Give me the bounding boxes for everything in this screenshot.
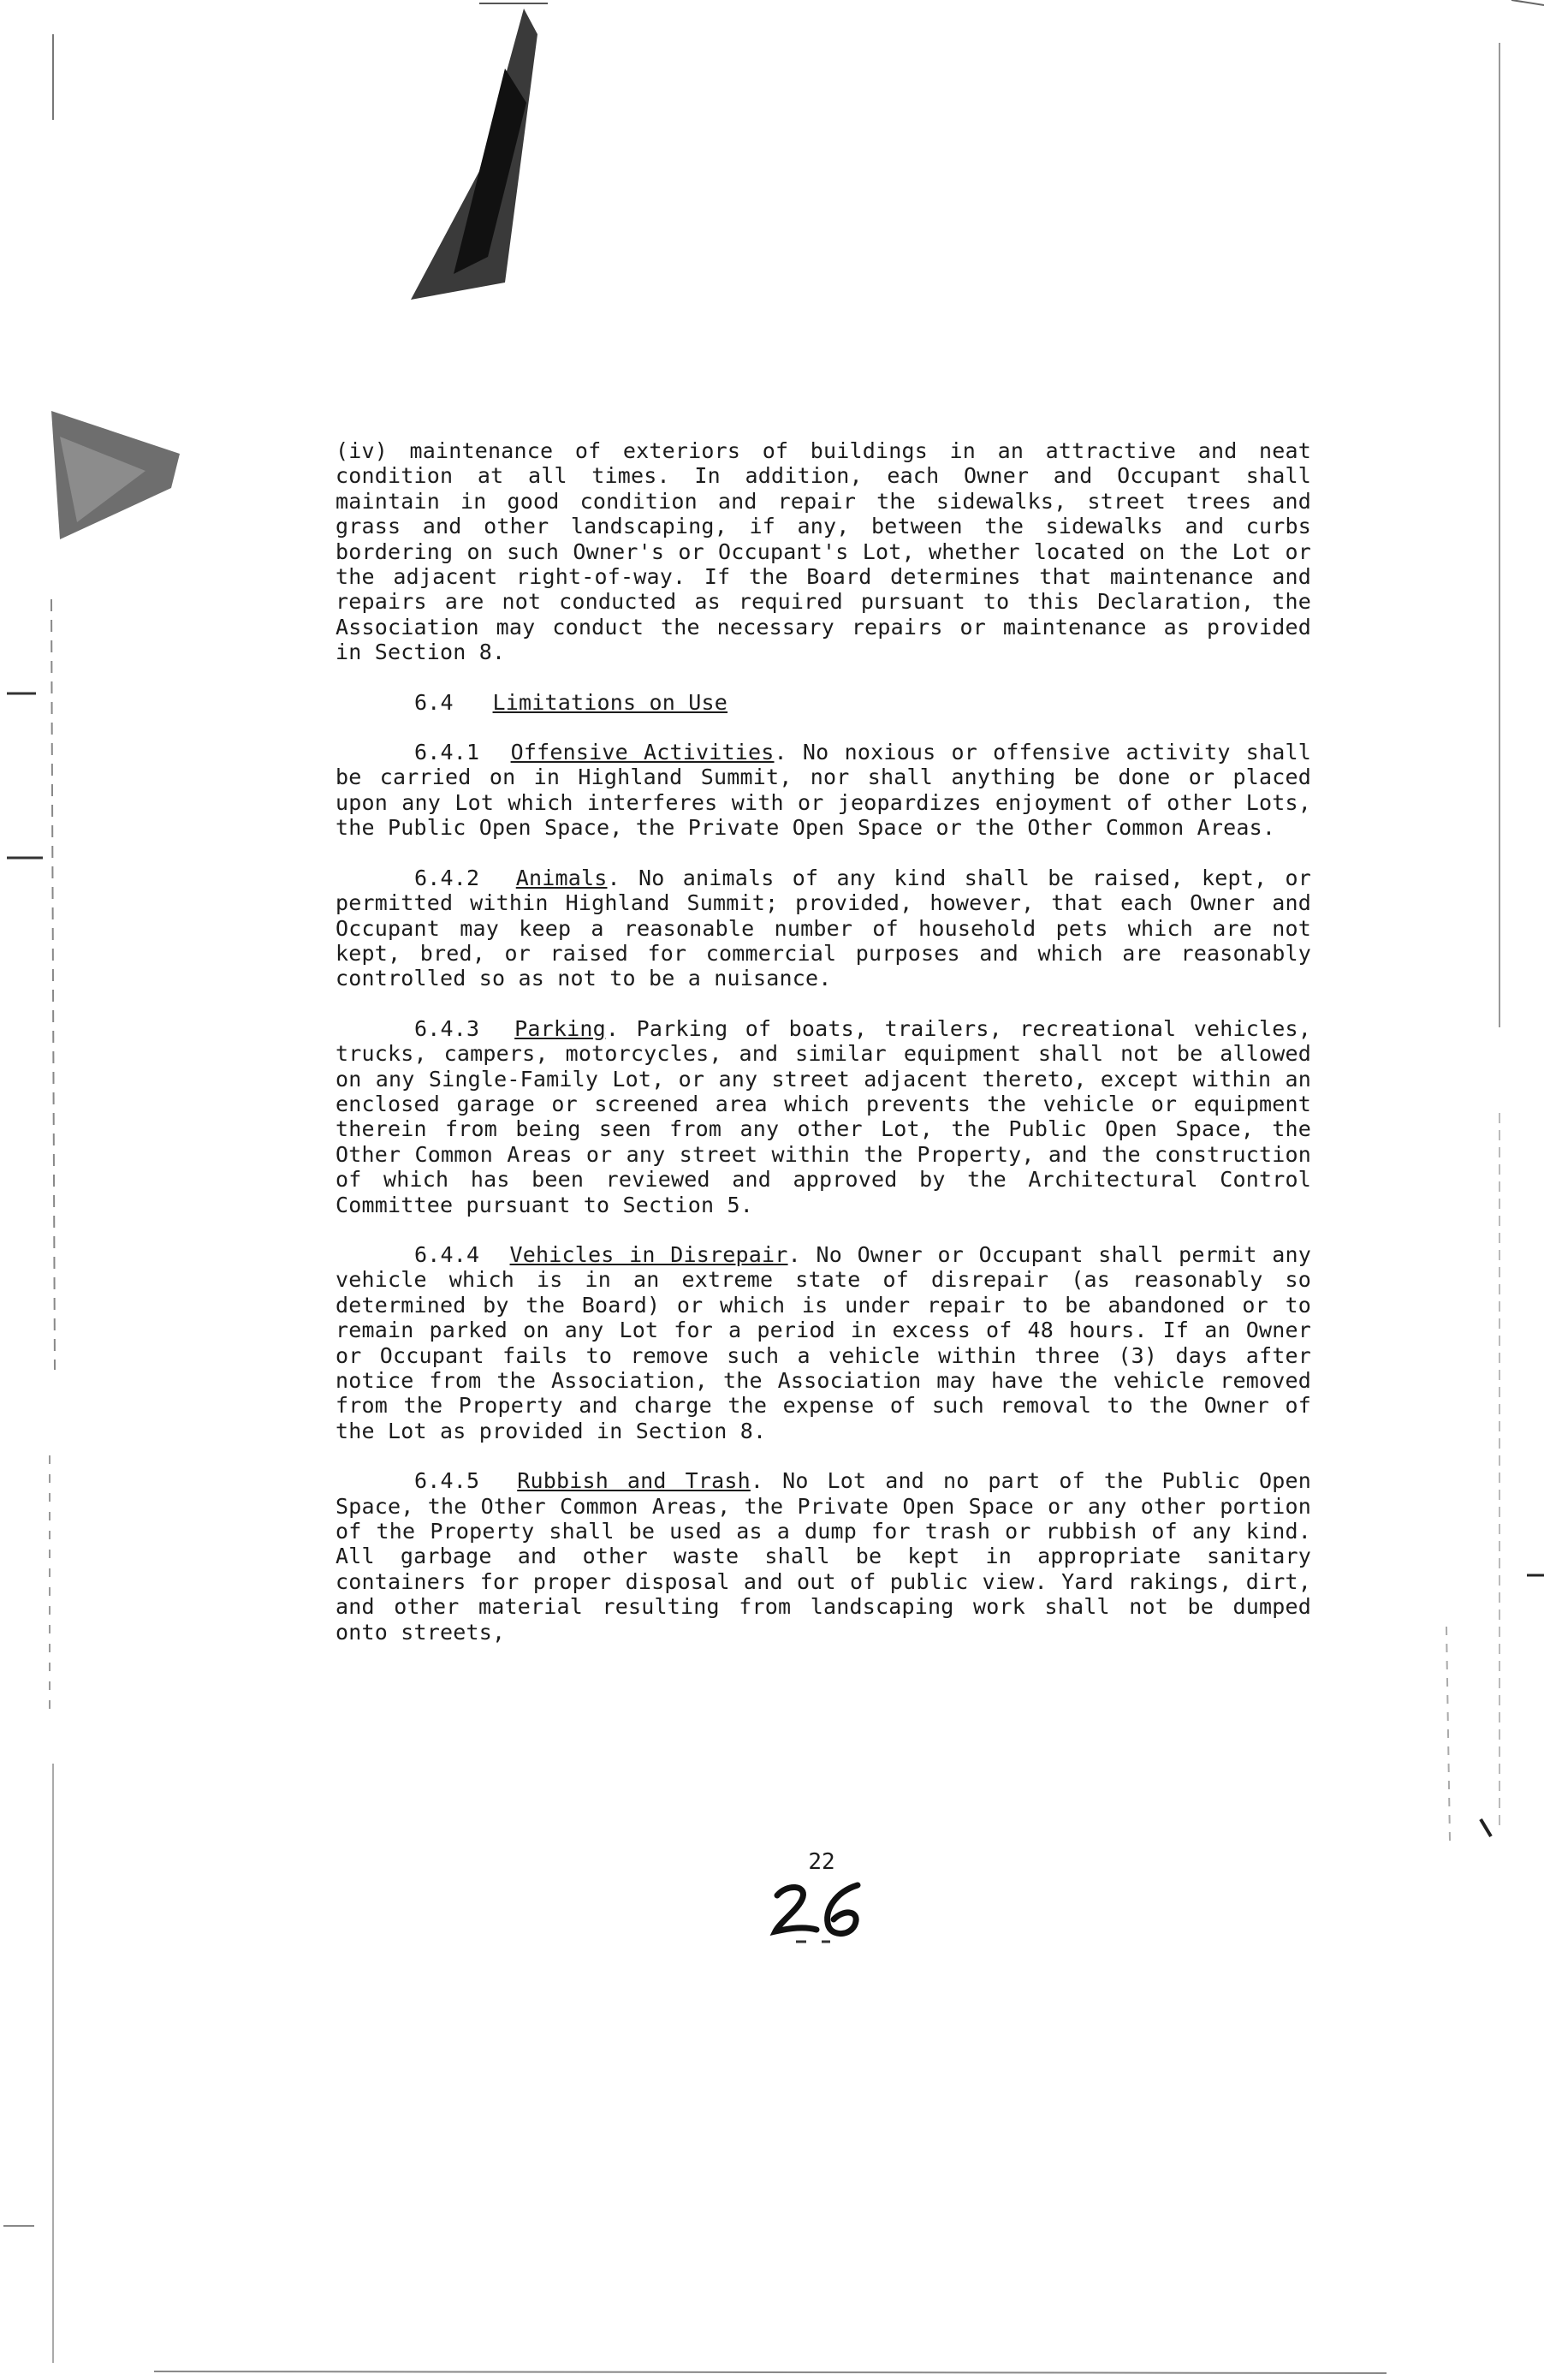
subsection-number: 6.4.3	[414, 1015, 480, 1041]
subsection-6-4-2	[336, 866, 1311, 991]
subsection-number: 6.4.5	[414, 1468, 480, 1494]
section-title: Limitations on Use	[492, 689, 728, 715]
section-number: 6.4	[414, 689, 454, 715]
subsection-text: . Parking of boats, trailers, recreational vehicles, trucks, campers, motorcycles, and similar equipment shall not be allowed on any Single-Family Lot, or any street adjacent thereto, except within an enclosed garage or screened area which prevents the vehicle or equipment therein from being seen from any other Lot, the Public Open Space, the Other Common Areas or any street within the Property, and the construction of which has been reviewed and approved by the Architectural Control Committee pursuant to Section 5.	[336, 1015, 1311, 1217]
subsection-text: . No animals of any kind shall be raised, kept, or permitted within Highland Summit; provided, however, that each Owner and Occupant may keep a reasonable number of household pets which are not kept, bred, or raised for commercial purposes and which are reasonably controlled so as not to be a nuisance.	[336, 865, 1311, 991]
subsection-6-4-4	[336, 1242, 1311, 1443]
intro-paragraph: (iv) maintenance of exteriors of buildings in an attractive and neat condition at all times. In addition, each Owner and Occupant shall maintain in good condition and repair the sidewalks, street trees and grass and other landscaping, if any, between the sidewalks and curbs bordering on such Owner's or Occupant's Lot, whether located on the Lot or the adjacent right-of-way. If the Board determines that maintenance and repairs are not conducted as required pursuant to this Declaration, the Association may conduct the necessary repairs or maintenance as provided in Section 8.	[336, 438, 1311, 665]
subsection-number: 6.4.1	[414, 740, 480, 765]
subsection-title: Rubbish and Trash	[517, 1468, 751, 1494]
subsection-text: . No noxious or offensive activity shall be carried on in Highland Summit, nor shall anything be done or placed upon any Lot which interferes with or jeopardizes enjoyment of other Lots, the Public Open Space, the Private Open Space or the Other Common Areas.	[336, 740, 1311, 841]
subsection-6-4-1	[336, 740, 1311, 841]
subsection-title: Animals	[515, 865, 608, 890]
handwritten-page-number	[762, 1877, 882, 1945]
subsection-title: Offensive Activities	[510, 740, 775, 765]
subsection-number: 6.4.4	[414, 1241, 480, 1267]
subsection-title: Vehicles in Disrepair	[509, 1241, 788, 1267]
scan-artifact-top	[377, 0, 548, 308]
subsection-number: 6.4.2	[414, 865, 480, 890]
page-number: 22	[808, 1849, 835, 1875]
scan-artifact-left-margin	[0, 0, 103, 2380]
document-body	[336, 438, 1311, 1669]
subsection-text: . No Lot and no part of the Public Open Space, the Other Common Areas, the Private Open Space or any other portion of the Property shall be used as a dump for trash or rubbish of any kind. All garbage and other waste shall be kept in appropriate sanitary containers for proper disposal and out of public view. Yard rakings, dirt, and other material resulting from landscaping work shall not be dumped onto streets,	[336, 1468, 1311, 1645]
scan-artifact-bottom	[0, 2346, 1544, 2380]
subsection-6-4-3	[336, 1016, 1311, 1217]
subsection-title: Parking	[514, 1015, 606, 1041]
scan-artifact-right-margin	[1438, 0, 1544, 2380]
subsection-6-4-5	[336, 1468, 1311, 1645]
section-heading	[336, 690, 1311, 715]
subsection-text: . No Owner or Occupant shall permit any vehicle which is in an extreme state of disrepair (as reasonably so determined by the Board) or which is under repair to be abandoned or to remain parked on any Lot for a period in excess of 48 hours. If an Owner or Occupant fails to remove such a vehicle within three (3) days after notice from the Association, the Association may have the vehicle removed from the Property and charge the expense of such removal to the Owner of the Lot as provided in Section 8.	[336, 1241, 1311, 1443]
